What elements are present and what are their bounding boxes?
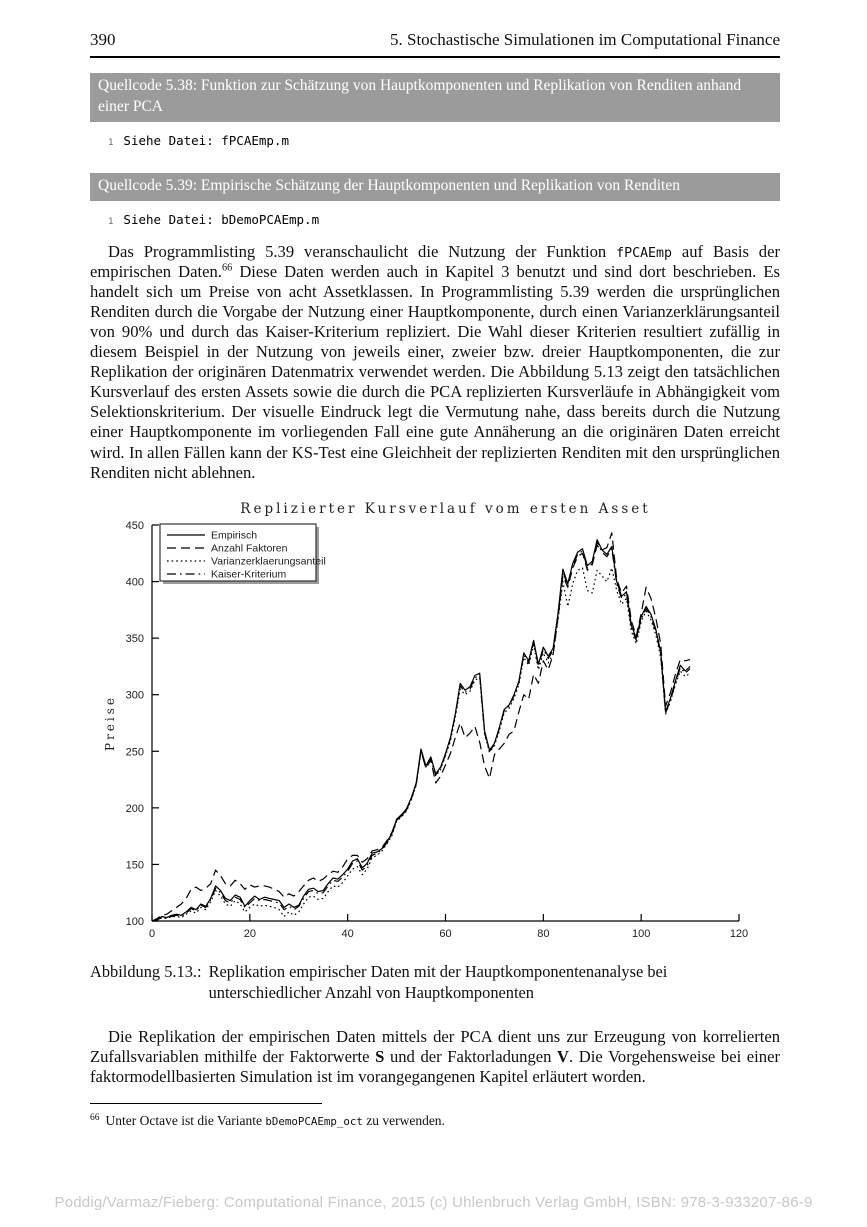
svg-text:350: 350 xyxy=(125,632,144,645)
footnote-body xyxy=(106,1113,445,1128)
legend-label-varianzerklaerungsanteil: Varianzerklaerungsanteil xyxy=(211,555,326,568)
chapter-title: 5. Stochastische Simulationen im Computational Finance xyxy=(389,30,780,49)
listing-header-5-39: Quellcode 5.39: Empirische Schätzung der Hauptkomponenten und Replikation von Renditen xyxy=(90,173,780,201)
code-line-5-39 xyxy=(108,212,780,227)
text-segment: auf Basis der empirischen Daten. xyxy=(90,241,780,281)
chart-title: Replizierter Kursverlauf vom ersten Asset xyxy=(240,500,651,517)
text-segment: bDemoPCAEmp_oct xyxy=(265,1115,363,1129)
text-segment: S xyxy=(375,1046,385,1066)
page-number: 390 xyxy=(90,30,116,49)
svg-text:400: 400 xyxy=(125,576,144,589)
svg-text:20: 20 xyxy=(243,927,256,940)
listing-header-5-38: Quellcode 5.38: Funktion zur Schätzung von Hauptkomponenten und Replikation von Renditen anhand einer PCA xyxy=(90,73,780,122)
svg-text:80: 80 xyxy=(537,927,550,940)
page-content xyxy=(90,0,780,1129)
code-text: Siehe Datei: fPCAEmp.m xyxy=(123,132,289,148)
page-footer: Poddig/Varmaz/Fieberg: Computational Finance, 2015 (c) Uhlenbruch Verlag GmbH, ISBN: 978-3-933207-86-9 xyxy=(54,1194,813,1211)
svg-text:120: 120 xyxy=(729,927,749,940)
text-segment: V xyxy=(557,1046,570,1066)
text-segment: und der Faktorladungen xyxy=(384,1046,558,1066)
code-line-5-38 xyxy=(108,133,780,148)
footnote xyxy=(90,1103,780,1130)
svg-text:250: 250 xyxy=(125,745,144,758)
series-empirisch-line xyxy=(152,539,690,920)
caption-text: Replikation empirischer Daten mit der Hauptkomponentenanalyse bei unterschiedlicher Anzahl von Hauptkomponenten xyxy=(208,961,668,1002)
svg-text:0: 0 xyxy=(148,927,156,940)
svg-text:60: 60 xyxy=(439,927,452,940)
text-segment: fPCAEmp xyxy=(616,245,673,261)
svg-text:300: 300 xyxy=(125,689,144,702)
figure-caption xyxy=(90,961,780,1003)
svg-text:100: 100 xyxy=(125,915,144,928)
caption-prefix: Abbildung 5.13.: xyxy=(90,961,202,981)
text-segment: 66 xyxy=(221,262,233,274)
series-kaiser-kriterium-line xyxy=(152,542,690,921)
body-paragraph-1 xyxy=(90,242,780,483)
y-axis-label: Preise xyxy=(103,694,117,751)
series-varianzerklaerungsanteil-line xyxy=(152,568,690,921)
svg-text:450: 450 xyxy=(125,519,144,532)
footnote-rule xyxy=(90,1103,322,1104)
svg-text:100: 100 xyxy=(631,927,651,940)
axes xyxy=(152,525,739,921)
legend-label-empirisch: Empirisch xyxy=(211,529,258,542)
code-line-number: 1 xyxy=(108,137,114,148)
figure-5-13 xyxy=(90,499,780,949)
svg-text:200: 200 xyxy=(125,802,144,815)
text-segment: Das Programmlisting 5.39 veranschaulicht die Nutzung der Funktion xyxy=(108,241,617,261)
page-header xyxy=(90,30,780,58)
svg-text:40: 40 xyxy=(341,927,354,940)
footnote-text xyxy=(90,1113,780,1130)
text-segment: Die Replikation der empirischen Daten mittels der PCA dient uns zur Erzeugung von korrelierten Zufallsvariablen mithilfe der Faktorwerte xyxy=(90,1026,780,1066)
text-segment: Diese Daten werden auch in Kapitel 3 benutzt und sind dort beschrieben. Es handelt sich um Preise von acht Assetklassen. In Programmlisting 5.39 werden die ursprünglichen Renditen durch die Vorgabe der Nutzung einer Hauptkomponente, durch einen Varianzerklärungsanteil von 90% und durch das Kaiser-Kriterium repliziert. Die Wahl dieser Kriterien resultiert zufällig in diesem Beispiel in der Nutzung von jeweils einer, zweier bzw. dreier Hauptkomponenten, die zur Replikation der originären Datenmatrix verwendet werden. Die Abbildung 5.13 zeigt den tatsächlichen Kursverlauf des ersten Assets sowie die durch die PCA replizierten Kursverläufe in Abhängigkeit vom Selektionskriterium. Der visuelle Eindruck legt die Vermutung nahe, dass bereits durch die Nutzung einer Hauptkomponente im vorliegenden Fall eine gute Annäherung an die originären Daten erreicht wird. In allen Fällen kann der KS-Test eine Gleichheit der replizierten Renditen mit den ursprünglichen Renditen nicht ablehnen. xyxy=(90,261,780,482)
legend xyxy=(160,524,326,584)
line-chart xyxy=(90,499,750,949)
code-text: Siehe Datei: bDemoPCAEmp.m xyxy=(123,211,320,227)
text-segment: zu verwenden. xyxy=(362,1113,445,1129)
text-segment: . Die Vorgehensweise bei einer faktormodellbasierten Simulation ist im vorangegangenen Kapitel erläutert worden. xyxy=(90,1046,780,1086)
series-anzahl-faktoren-line xyxy=(152,533,690,921)
legend-label-anzahl-faktoren: Anzahl Faktoren xyxy=(211,542,288,555)
legend-label-kaiser-kriterium: Kaiser-Kriterium xyxy=(211,568,287,581)
footnote-marker: 66 xyxy=(90,1112,100,1123)
text-segment: Unter Octave ist die Variante xyxy=(105,1113,266,1129)
code-line-number: 1 xyxy=(108,216,114,227)
body-paragraph-2 xyxy=(90,1027,780,1087)
svg-text:150: 150 xyxy=(125,859,144,872)
